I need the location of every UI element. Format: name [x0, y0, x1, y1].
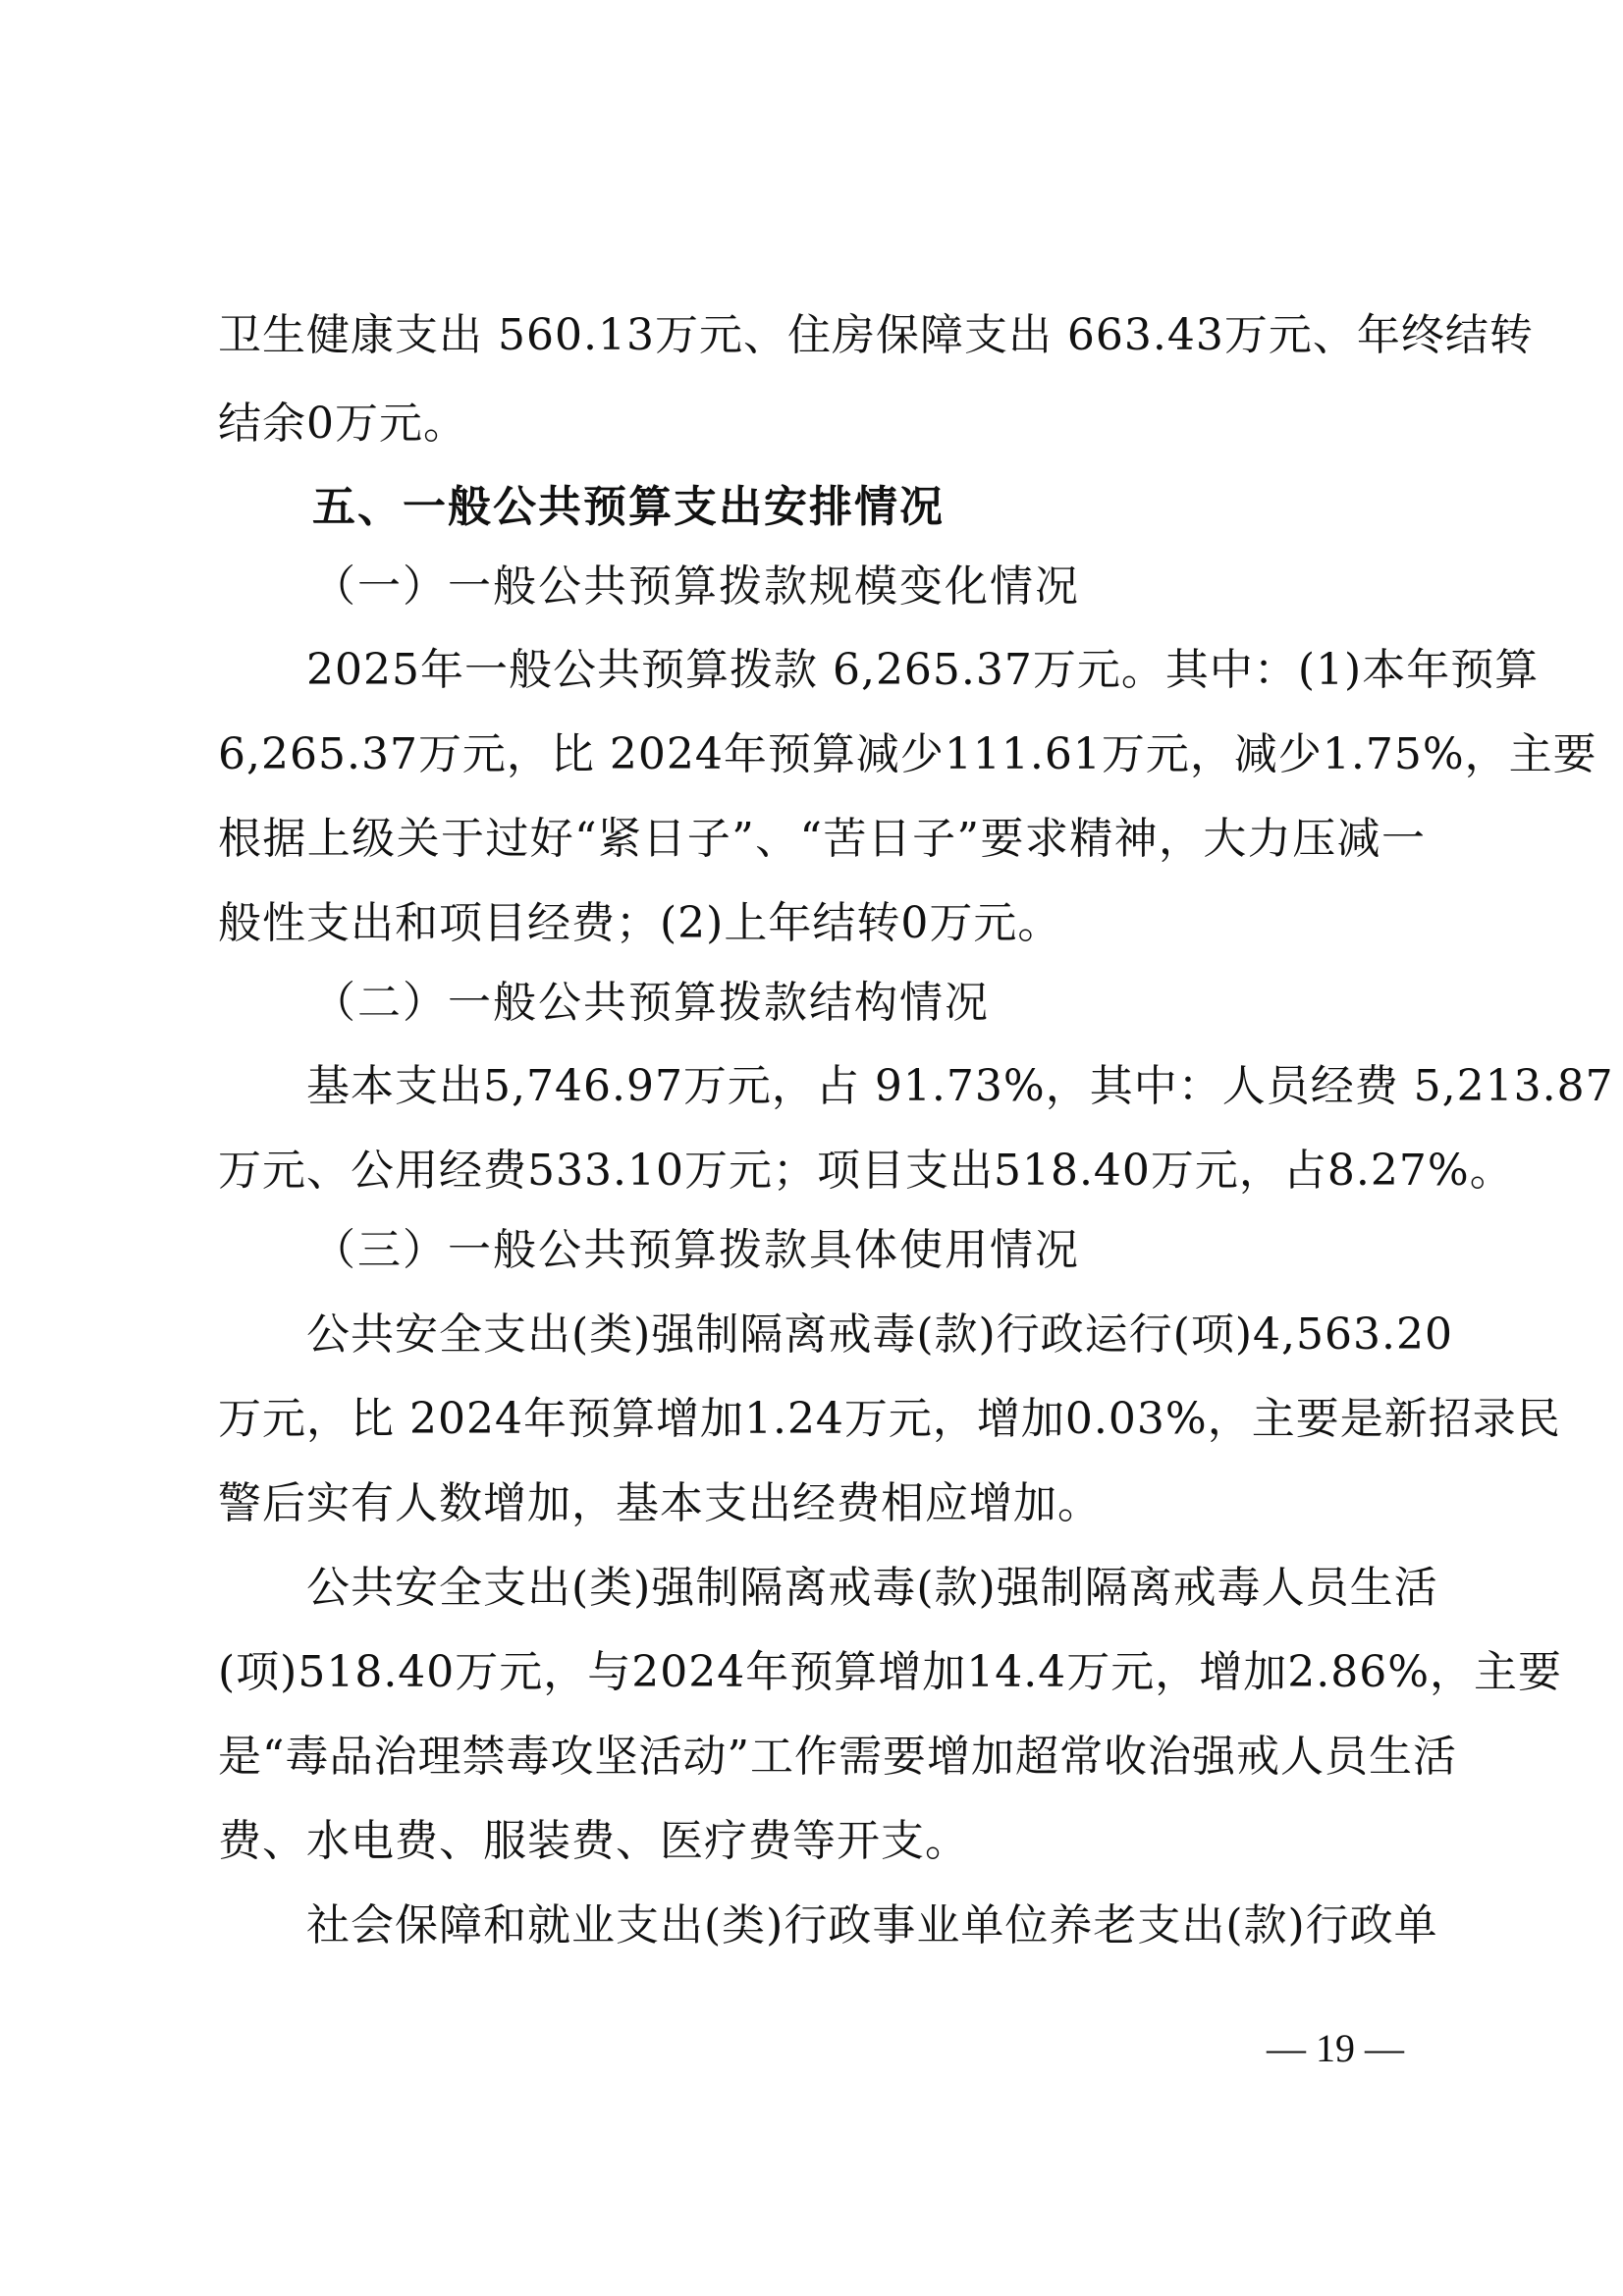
- section-title: 五、一般公共预算支出安排情况: [312, 482, 945, 532]
- body-line: 万元、公用经费533.10万元；项目支出518.40万元，占8.27%。: [218, 1146, 1514, 1196]
- body-line: 2025年一般公共预算拨款 6,265.37万元。其中：(1)本年预算: [306, 645, 1540, 695]
- body-line: 是“毒品治理禁毒攻坚活动”工作需要增加超常收治强戒人员生活: [218, 1732, 1457, 1782]
- body-line: 社会保障和就业支出(类)行政事业单位养老支出(款)行政单: [306, 1900, 1438, 1950]
- body-line: 费、水电费、服装费、医疗费等开支。: [218, 1816, 969, 1866]
- body-line: 根据上级关于过好“紧日子”、“苦日子”要求精神，大力压减一: [218, 814, 1426, 864]
- body-line: (项)518.40万元，与2024年预算增加14.4万元，增加2.86%，主要: [218, 1647, 1563, 1697]
- body-line: 警后实有人数增加，基本支出经费相应增加。: [218, 1478, 1102, 1528]
- page-number: — 19 —: [1267, 2026, 1404, 2070]
- subsection-title: （一）一般公共预算拨款规模变化情况: [312, 561, 1080, 612]
- subsection-title: （二）一般公共预算拨款结构情况: [312, 978, 990, 1028]
- body-line: 6,265.37万元，比 2024年预算减少111.61万元，减少1.75%，主要: [218, 729, 1597, 779]
- body-line: 公共安全支出(类)强制隔离戒毒(款)强制隔离戒毒人员生活: [306, 1563, 1438, 1613]
- body-line: 万元，比 2024年预算增加1.24万元，增加0.03%，主要是新招录民: [218, 1394, 1561, 1444]
- body-line: 结余0万元。: [218, 399, 467, 449]
- body-line: 基本支出5,746.97万元，占 91.73%，其中：人员经费 5,213.87: [306, 1061, 1614, 1111]
- body-line: 卫生健康支出 560.13万元、住房保障支出 663.43万元、年终结转: [218, 310, 1534, 360]
- body-line: 般性支出和项目经费；(2)上年结转0万元。: [218, 898, 1062, 948]
- subsection-title: （三）一般公共预算拨款具体使用情况: [312, 1225, 1080, 1275]
- body-line: 公共安全支出(类)强制隔离戒毒(款)行政运行(项)4,563.20: [306, 1309, 1453, 1360]
